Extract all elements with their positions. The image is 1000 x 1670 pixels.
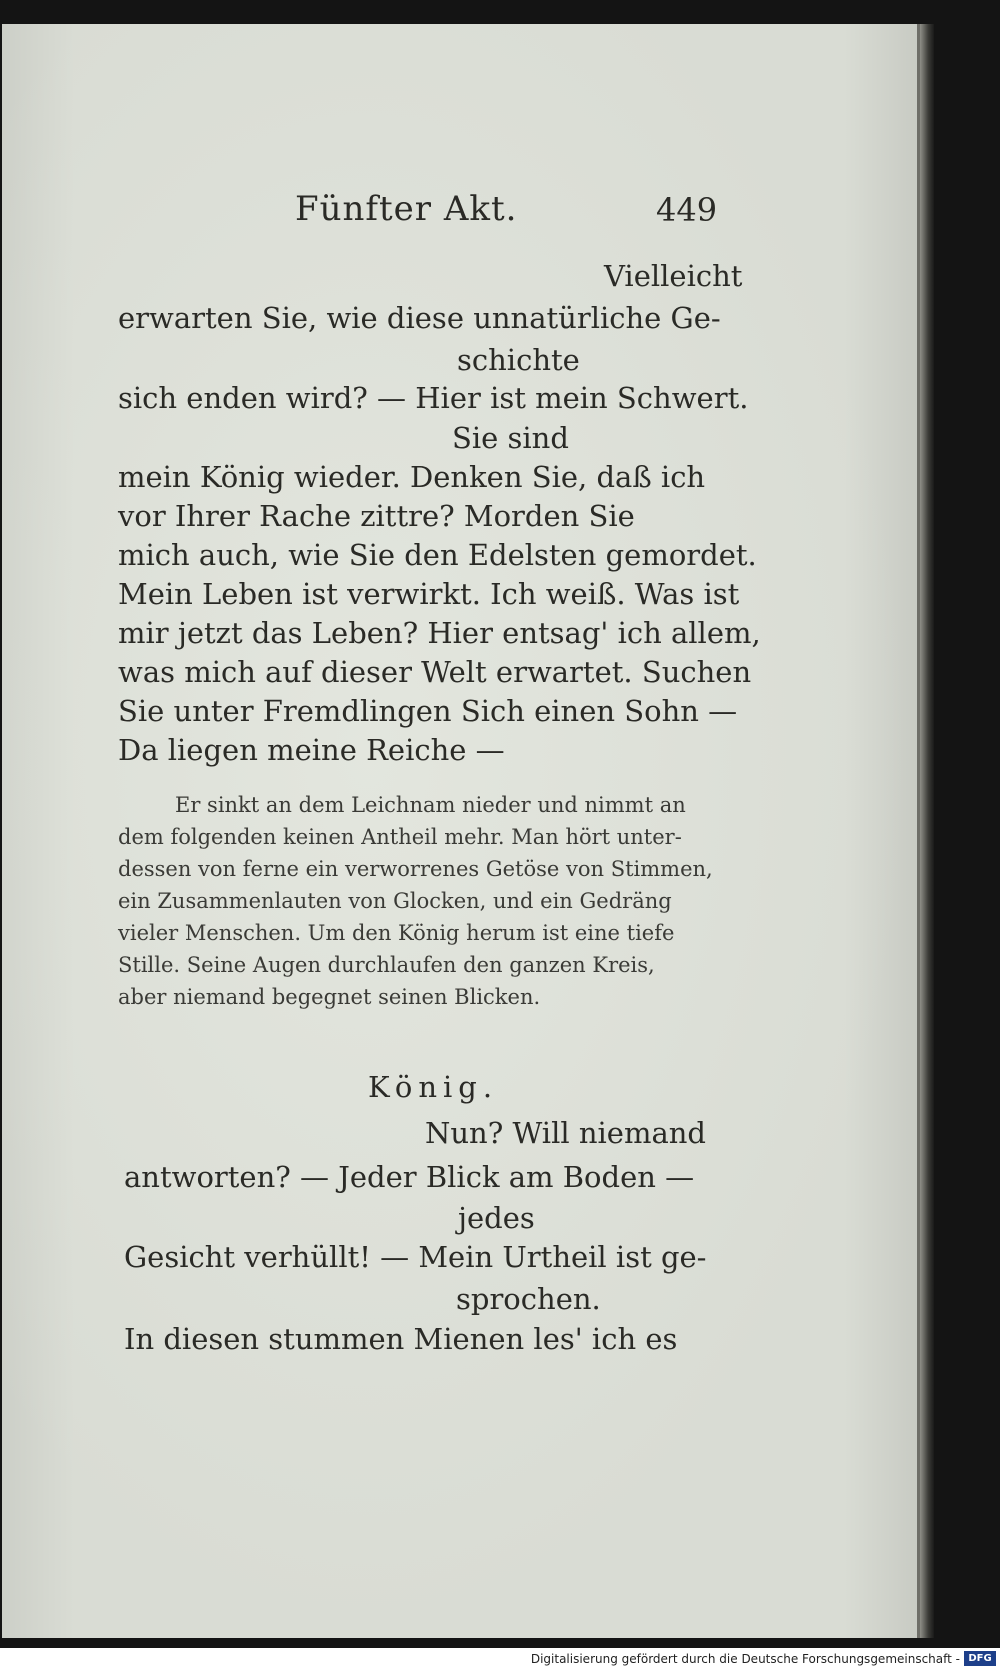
text-line: was mich auf dieser Welt erwartet. Suchen [118,655,752,689]
text-line: mich auch, wie Sie den Edelsten gemordet. [118,538,757,572]
text-line: vor Ihrer Rache zittre? Morden Sie [118,499,635,533]
stage-direction-line: dessen von ferne ein verworrenes Getöse von Stimmen, [118,857,713,881]
page-edge [920,24,934,1638]
running-head-title: Fünfter Akt. [295,189,518,229]
text-line: erwarten Sie, wie diese unnatürliche Ge- [118,301,721,335]
stage-direction-line: aber niemand begegnet seinen Blicken. [118,985,541,1009]
text-line: Sie unter Fremdlingen Sich einen Sohn — [118,694,738,728]
speech-line: jedes [458,1201,535,1235]
text-line: sich enden wird? — Hier ist mein Schwert. [118,381,749,415]
stage-direction-line: ein Zusammenlauten von Glocken, und ein Gedräng [118,889,672,913]
speech-line: In diesen stummen Mienen les' ich es [124,1322,678,1356]
stage-direction-line: Stille. Seine Augen durchlaufen den ganzen Kreis, [118,953,655,977]
digitization-credit: Digitalisierung gefördert durch die Deutsche Forschungsgemeinschaft - [530,1652,960,1666]
page-number: 449 [656,191,718,229]
text-line: schichte [457,343,580,377]
stage-direction-line: vieler Menschen. Um den König herum ist eine tiefe [118,921,675,945]
text-line: Sie sind [452,421,569,455]
stage-direction-line: Er sinkt an dem Leichnam nieder und nimmt an [175,793,686,817]
text-line: mir jetzt das Leben? Hier entsag' ich allem, [118,616,761,650]
speech-line: Gesicht verhüllt! — Mein Urtheil ist ge- [124,1240,707,1274]
text-line: mein König wieder. Denken Sie, daß ich [118,460,706,494]
speech-line: Nun? Will niemand [425,1116,706,1150]
speech-line: sprochen. [456,1282,601,1316]
dfg-logo: DFG [964,1651,996,1666]
text-line: Da liegen meine Reiche — [118,733,505,767]
stage-direction-line: dem folgenden keinen Antheil mehr. Man hört unter- [118,825,682,849]
footer-bar [0,1648,1000,1670]
text-line: Vielleicht [604,259,743,293]
speaker-name: König. [368,1070,499,1104]
speech-line: antworten? — Jeder Blick am Boden — [124,1160,695,1194]
text-line: Mein Leben ist verwirkt. Ich weiß. Was ist [118,577,740,611]
